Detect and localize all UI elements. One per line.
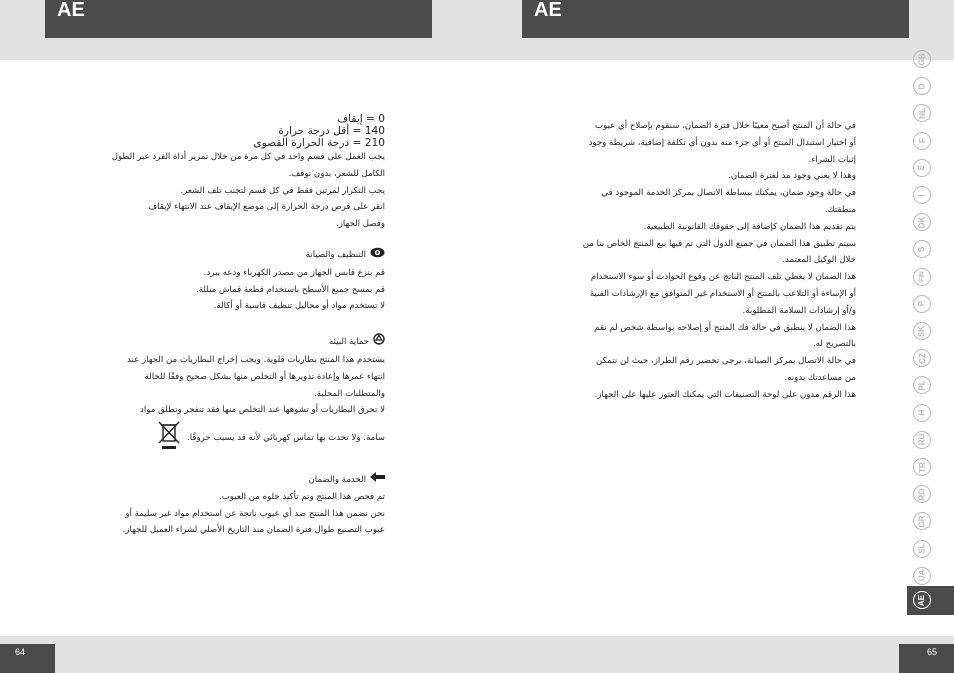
setting-off: 0 = إيقاف <box>337 113 385 125</box>
language-tab-label: S <box>917 246 927 253</box>
language-tab-h[interactable] <box>913 404 931 422</box>
language-tab-ro[interactable] <box>913 485 931 503</box>
service-line: عيوب التصنيع طوال فترة الضمان منذ التاريخ الأصلي لشراء العميل للجهاز. <box>122 525 385 536</box>
warranty-line: سيتم تطبيق هذا الضمان في جميع الدول التي تم فيها بيع المنتج الخاص بنا من <box>582 238 856 249</box>
service-title: الخدمة والضمان <box>308 474 366 485</box>
warranty-line: أو الإساءة أو التلاعب بالمنتج أو الاستخدام غير المتوافق مع الإرشادات الفنية <box>589 288 856 299</box>
language-tab-label: I <box>917 193 927 197</box>
warranty-line: و/أو إرشادات السلامة المطلوبة. <box>742 305 856 316</box>
language-tab-label: F <box>917 138 927 144</box>
warranty-line: في حالة وجود ضمان، يمكنك ببساطة الاتصال بمركز الخدمة الموجود في <box>601 188 856 199</box>
environment-title: حماية البيئة <box>328 337 369 348</box>
language-tab-active[interactable] <box>907 586 954 615</box>
instruction-line: يجب التكرار لمرتين فقط في كل قسم لتجنب تلف الشعر. <box>180 185 385 196</box>
language-tab-label: FIN <box>918 271 926 282</box>
environment-line: لا تحرق البطاريات أو تشوهها عند التخلص منها فقد تنفجر وتطلق مواد <box>140 405 385 416</box>
arrow-left-icon <box>370 472 385 489</box>
left-content <box>95 113 385 539</box>
left-page-number: 64 <box>15 647 26 657</box>
language-tab-label: H <box>917 409 927 416</box>
language-tab-label: SK <box>917 325 927 337</box>
instruction-line: يجب العمل على قسم واحد في كل مرة من خلال تمرير أداة الفرد عبر الطول <box>111 152 385 162</box>
environment-line: يستخدم هذا المنتج بطاريات قلوية. ويجب إخراج البطاريات من الجهاز عند <box>126 354 385 365</box>
cleaning-heading <box>95 247 385 265</box>
environment-heading <box>95 333 385 352</box>
language-tab-f[interactable] <box>913 132 931 150</box>
left-page-number-box <box>0 644 55 673</box>
warranty-line: منطقتك. <box>824 204 856 215</box>
warranty-line: في حالة الاتصال بمركز الصيانة، يرجى تحضير رقم الطراز، حيث لن نتمكن <box>595 356 856 367</box>
warranty-line: أو اختيار استبدال المنتج أو أي جزء منه بدون أي تكلفة إضافية، شريطة وجود <box>588 137 856 148</box>
service-line: نحن نضمن هذا المنتج ضد أي عيوب ناتجة عن استخدام مواد غير سليمة أو <box>125 508 385 519</box>
crossed-bin-icon <box>157 419 181 458</box>
language-tab-label: UA <box>917 570 927 582</box>
language-tab-p[interactable] <box>913 295 931 313</box>
warranty-line: هذا الضمان لا ينطبق في حالة فك المنتج أو إصلاحه بواسطة شخص لم نقم <box>594 322 856 333</box>
language-tab-label: P <box>917 301 927 307</box>
warranty-line: بالتصريح له. <box>812 339 856 350</box>
left-header <box>45 0 432 38</box>
language-tab-e[interactable] <box>913 159 931 177</box>
cleaning-line: قم بنزع قابس الجهاز من مصدر الكهرباء ودعه يبرد. <box>203 267 385 278</box>
right-header-label: AE <box>534 0 562 21</box>
language-tab-dk[interactable] <box>913 213 931 231</box>
right-page-number: 65 <box>927 647 938 657</box>
language-tab-label: D <box>917 83 927 90</box>
right-header <box>522 0 909 38</box>
language-tab-label: CZ <box>917 352 927 364</box>
language-tab-pl[interactable] <box>913 376 931 394</box>
setting-max: 210 = درجة الحرارة القصوى <box>253 137 385 149</box>
cleaning-title: التنظيف والصيانة <box>305 250 366 261</box>
warranty-line: من مساعدتك بدونه. <box>784 372 856 383</box>
language-tab-label: E <box>917 165 927 171</box>
language-tab-d[interactable] <box>913 77 931 95</box>
language-tab-ua[interactable] <box>913 567 931 585</box>
language-tab-label: DK <box>917 216 927 228</box>
instruction-line: الكامل للشعر، بدون توقف. <box>288 168 385 179</box>
language-tab-label: GB <box>917 53 927 65</box>
language-tab-ae[interactable] <box>913 591 931 609</box>
left-header-label: AE <box>57 0 85 21</box>
language-tab-nl[interactable] <box>913 104 931 122</box>
recycle-icon <box>373 333 385 352</box>
right-page-number-box <box>899 644 954 673</box>
language-tab-label: RO <box>917 488 927 501</box>
language-tab-label: SL <box>917 543 927 554</box>
language-tab-fin[interactable] <box>913 268 931 286</box>
eye-icon <box>370 247 385 265</box>
warranty-line: وهذا لا يعني وجود مد لفترة الضمان. <box>728 171 856 182</box>
language-tab-label: GR <box>917 515 927 528</box>
language-tab-s[interactable] <box>913 240 931 258</box>
warranty-line: هذا الضمان لا يغطي تلف المنتج الناتج عن وقوع الحوادث أو سوء الاستخدام <box>590 272 856 283</box>
setting-min: 140 = أقل درجة حرارة <box>278 125 385 137</box>
language-tab-i[interactable] <box>913 186 931 204</box>
language-tab-ru[interactable] <box>913 431 931 449</box>
language-tab-label: PL <box>917 380 927 391</box>
language-tab-tr[interactable] <box>913 458 931 476</box>
warranty-line: في حالة أن المنتج أصبح معيبًا خلال فترة الضمان، سنقوم بإصلاح أي عيوب <box>594 121 856 131</box>
language-tab-sk[interactable] <box>913 322 931 340</box>
language-tab-cz[interactable] <box>913 349 931 367</box>
service-line: تم فحص هذا المنتج وتم تأكيد خلوه من العيوب. <box>218 491 385 502</box>
instruction-line: وفصل الجهاز. <box>336 219 385 230</box>
environment-line: والمتطلبات المحلية. <box>314 388 385 399</box>
language-tab-label: TR <box>917 461 927 473</box>
environment-line: سامة. ولا تحدث بها تماس كهربائي لأنه قد يسبب حروقًا. <box>186 433 385 444</box>
environment-line: انتهاء عمرها وإعادة تدويرها أو التخلص منها بشكل صحيح وفقًا للحالة <box>144 371 385 382</box>
cleaning-line: قم بمسح جميع الأسطح باستخدام قطعة قماش مبللة. <box>196 284 385 295</box>
warranty-line: هذا الرقم مدون على لوحة التصنيفات التي يمكنك العثور عليها على الجهاز. <box>594 389 856 400</box>
language-tab-label: NL <box>917 108 927 119</box>
language-tab-sl[interactable] <box>913 540 931 558</box>
instruction-line: انقر على قرص درجة الحرارة إلى موضع الإيقاف عند الانتهاء لإيقاف <box>148 202 385 213</box>
warranty-line: خلال الوكيل المعتمد. <box>782 255 856 266</box>
language-tab-label: RU <box>917 434 927 446</box>
warranty-line: يتم تقديم هذا الضمان كإضافة إلى حقوقك القانونية الطبيعية. <box>643 221 856 232</box>
service-heading <box>95 472 385 489</box>
warranty-line: إثبات الشراء. <box>808 154 856 165</box>
right-content <box>560 118 856 404</box>
language-tab-gb[interactable] <box>913 50 931 68</box>
cleaning-line: لا تستخدم مواد أو محاليل تنظيف قاسية أو أكالة. <box>213 301 385 312</box>
language-tab-gr[interactable] <box>913 512 931 530</box>
language-tab-label: AE <box>917 594 927 606</box>
language-tabs <box>913 50 935 610</box>
